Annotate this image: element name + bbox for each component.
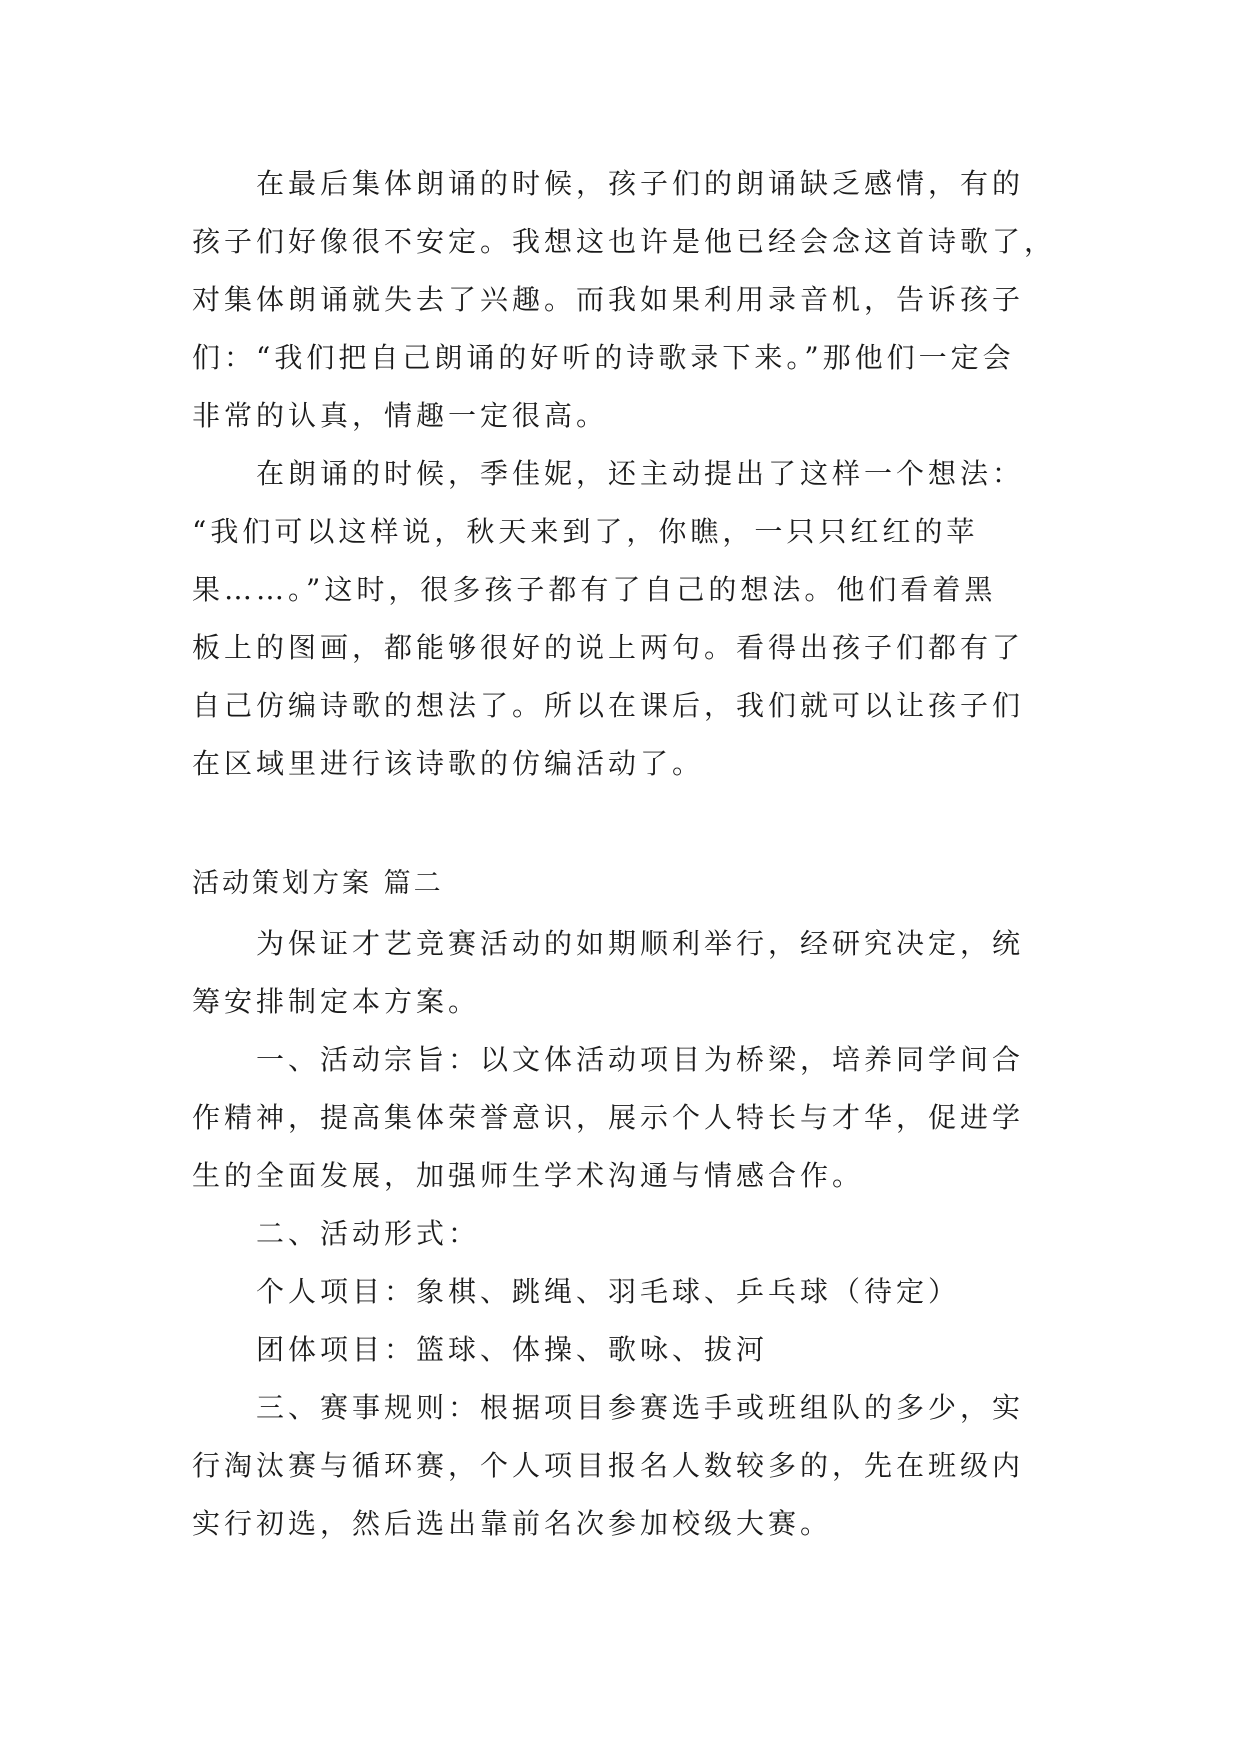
text-line: 个人项目：象棋、跳绳、羽毛球、乒乓球（待定） [256,1275,961,1308]
text-line: 在区域里进行该诗歌的仿编活动了。 [192,747,705,780]
section-heading: 活动策划方案 篇二 [192,868,444,899]
text-line: 板上的图画，都能够很好的说上两句。看得出孩子们都有了 [192,631,1025,664]
text-line: 筹安排制定本方案。 [192,985,481,1018]
text-line: “我们可以这样说，秋天来到了，你瞧，一只只红红的苹 [192,515,979,548]
text-line: 在朗诵的时候，季佳妮，还主动提出了这样一个想法： [256,457,1025,490]
paragraph-reflection-1 [192,155,1057,445]
text-line: 二、活动形式： [256,1217,481,1250]
text-line: 行淘汰赛与循环赛，个人项目报名人数较多的，先在班级内 [192,1449,1025,1482]
text-line: 生的全面发展，加强师生学术沟通与情感合作。 [192,1159,865,1192]
text-line: 们：“我们把自己朗诵的好听的诗歌录下来。”那他们一定会 [192,341,1015,374]
text-line: 果……。”这时，很多孩子都有了自己的想法。他们看着黑 [192,573,997,606]
text-line: 为保证才艺竞赛活动的如期顺利举行，经研究决定，统 [256,927,1025,960]
text-line: 非常的认真，情趣一定很高。 [192,399,609,432]
text-line: 自己仿编诗歌的想法了。所以在课后，我们就可以让孩子们 [192,689,1025,722]
text-line: 对集体朗诵就失去了兴趣。而我如果利用录音机，告诉孩子 [192,283,1025,316]
text-line: 在最后集体朗诵的时候，孩子们的朗诵缺乏感情，有的 [256,167,1025,200]
text-line: 实行初选，然后选出靠前名次参加校级大赛。 [192,1507,833,1540]
text-line: 一、活动宗旨：以文体活动项目为桥梁，培养同学间合 [256,1043,1025,1076]
text-line: 孩子们好像很不安定。我想这也许是他已经会念这首诗歌了， [192,225,1057,258]
activity-plan-body [192,915,1052,1553]
paragraph-reflection-2 [192,445,1052,793]
text-line: 团体项目：篮球、体操、歌咏、拔河 [256,1333,769,1366]
text-line: 作精神，提高集体荣誉意识，展示个人特长与才华，促进学 [192,1101,1025,1134]
text-line: 三、赛事规则：根据项目参赛选手或班组队的多少，实 [256,1391,1025,1424]
